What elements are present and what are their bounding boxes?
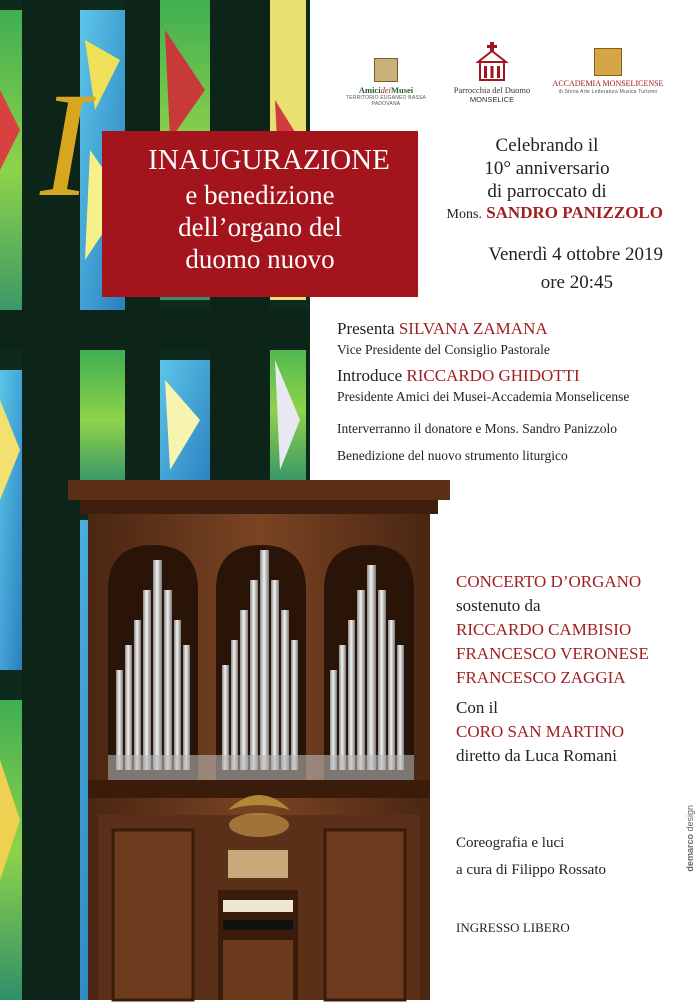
- choir-name: CORO SAN MARTINO: [456, 722, 625, 741]
- speakers-note: Interverranno il donatore e Mons. Sandro Panizzolo: [337, 421, 618, 436]
- introduce-role: Presidente Amici dei Musei-Accademia Monselicense: [337, 389, 630, 404]
- free-entry-note: INGRESSO LIBERO: [456, 920, 570, 935]
- concert-title: CONCERTO D’ORGANO: [456, 572, 642, 591]
- honoree-name: SANDRO PANIZZOLO: [486, 203, 663, 222]
- celebration-honoree: [447, 203, 663, 223]
- logo-text-dei: dei: [380, 85, 391, 95]
- logo-parrocchia-place: MONSELICE: [469, 95, 515, 104]
- performer-3: FRANCESCO ZAGGIA: [456, 668, 626, 687]
- logo-parrocchia: [442, 42, 542, 105]
- title-line-1: INAUGURAZIONE: [148, 144, 390, 176]
- choreo-line-1: Coreografia e luci: [456, 835, 565, 851]
- introduce-name: RICCARDO GHIDOTTI: [406, 366, 580, 385]
- logo-accademia-title: ACCADEMIA MONSELICENSE: [552, 79, 664, 88]
- title-line-3: dell’organo del: [178, 212, 342, 242]
- logo-subtitle: TERRITORIO EUGANEO BASSA PADOVANA: [345, 95, 426, 107]
- presenta-label: Presenta: [337, 319, 395, 338]
- celebration-line-1: Celebrando il: [495, 135, 599, 156]
- performer-2: FRANCESCO VERONESE: [456, 644, 649, 663]
- choir-director: diretto da Luca Romani: [456, 746, 617, 765]
- introduce-line: [337, 366, 580, 386]
- church-icon: [475, 42, 509, 82]
- honoree-prefix: Mons.: [446, 207, 482, 222]
- blessing-note: Benedizione del nuovo strumento liturgico: [337, 448, 568, 463]
- logo-accademia: [552, 48, 664, 95]
- designer-credit: [685, 805, 695, 925]
- presenta-line: [337, 319, 548, 339]
- concert-supported-by: sostenuto da: [456, 596, 541, 615]
- choreography-block: [456, 830, 606, 884]
- celebration-line-2: 10° anniversario: [484, 158, 610, 179]
- logo-text-musei: Musei: [390, 85, 414, 95]
- title-box: [102, 131, 418, 297]
- title-line-4: duomo nuovo: [185, 244, 335, 274]
- celebration-line-3: di parroccato di: [487, 181, 607, 202]
- performer-1: RICCARDO CAMBISIO: [456, 620, 632, 639]
- concert-block: [456, 570, 649, 768]
- museum-icon: [374, 58, 398, 82]
- credit-rest: design: [685, 805, 695, 835]
- logo-amici-dei-musei: [344, 58, 428, 107]
- title-line-2: e benedizione: [185, 180, 335, 210]
- event-time: ore 20:45: [540, 272, 613, 293]
- presenta-name: SILVANA ZAMANA: [398, 319, 548, 338]
- logo-accademia-subtitle: di Storia Arte Letteratura Musica Turismo: [558, 89, 658, 95]
- pipe-organ-image: [68, 480, 450, 1000]
- credit-bold: demarco: [685, 834, 695, 872]
- introduce-label: Introduce: [337, 366, 403, 385]
- logo-parrocchia-title: Parrocchia del Duomo: [453, 85, 531, 95]
- title-initial-letter: I: [40, 62, 90, 228]
- event-date: Venerdì 4 ottobre 2019: [488, 244, 663, 265]
- organ-illustration: [68, 480, 450, 1000]
- choreo-line-2: a cura di Filippo Rossato: [456, 862, 606, 878]
- academy-emblem-icon: [594, 48, 622, 76]
- concert-with: Con il: [456, 698, 499, 717]
- celebration-block: [430, 134, 664, 203]
- presenta-role: Vice Presidente del Consiglio Pastorale: [337, 342, 550, 357]
- logo-text-amici: Amici: [358, 85, 381, 95]
